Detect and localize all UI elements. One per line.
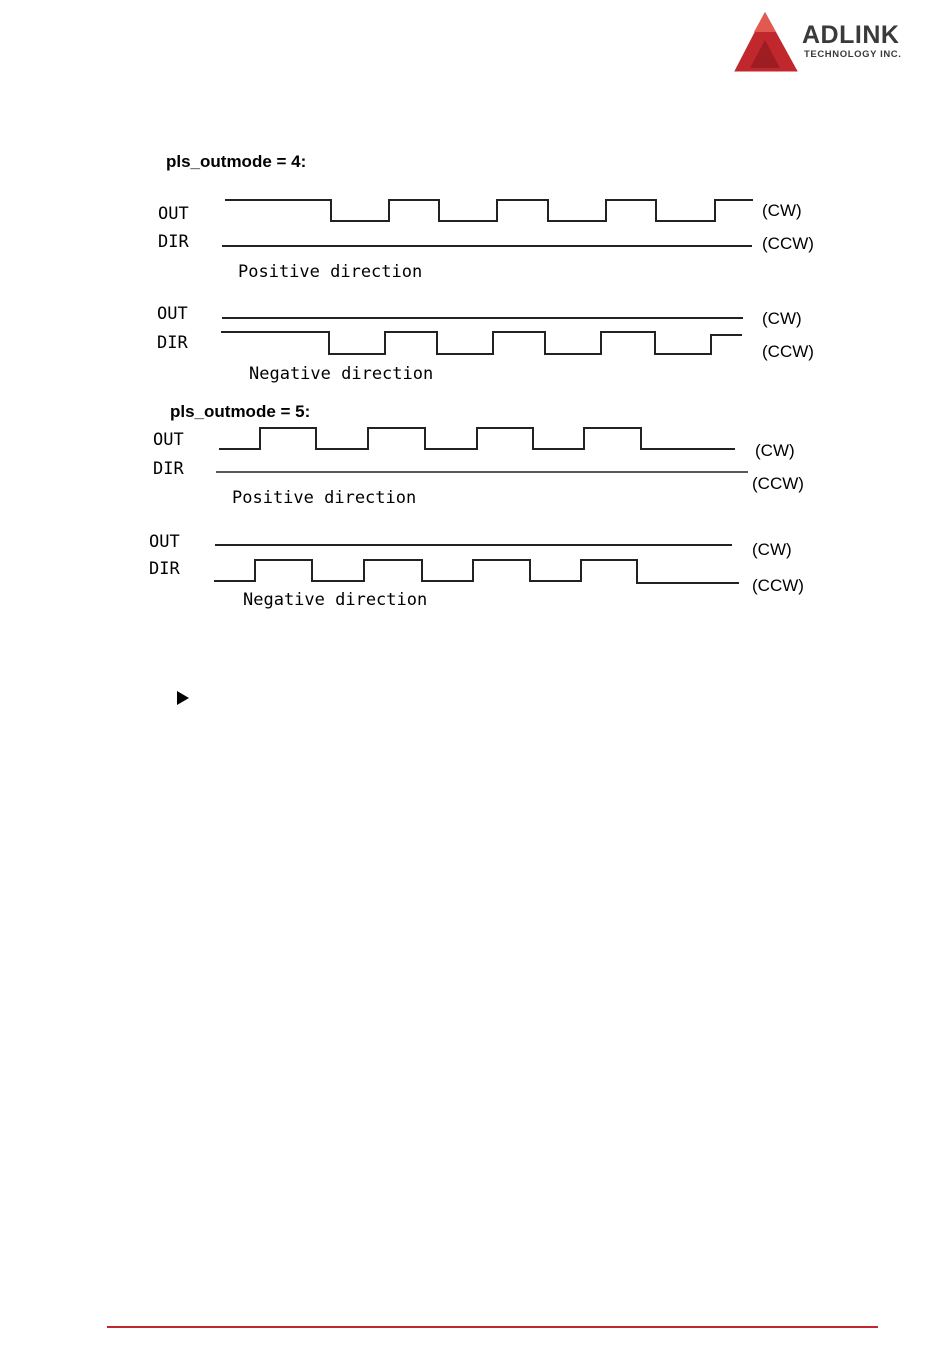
mode4-neg-dir-waveform [221,332,742,354]
mode4-pos-out-label: OUT [158,204,189,224]
mode5-pos-ccw-label: (CCW) [752,474,804,493]
mode4-title: pls_outmode = 4: [166,152,307,171]
mode5-pos-caption: Positive direction [232,488,417,508]
logo-name: ADLINK [802,21,900,49]
mode5-neg-dir-label: DIR [149,559,180,579]
mode5-neg-cw-label: (CW) [752,540,792,559]
mode4-neg-caption: Negative direction [249,364,434,384]
mode4-pos-out-waveform [225,200,753,221]
mode4-neg-ccw-label: (CCW) [762,342,814,361]
triangle-right-icon [177,691,189,705]
timing-diagram [0,0,950,640]
mode5-title: pls_outmode = 5: [170,402,311,421]
footer-divider [107,1326,878,1328]
logo-subtitle: TECHNOLOGY INC. [804,49,902,60]
mode5-neg-dir-waveform [214,560,739,583]
mode5-neg-out-label: OUT [149,532,180,552]
mode4-pos-ccw-label: (CCW) [762,234,814,253]
mode4-pos-cw-label: (CW) [762,201,802,220]
mode5-pos-out-waveform [219,428,735,449]
mode4-neg-dir-label: DIR [157,333,188,353]
mode5-neg-caption: Negative direction [243,590,428,610]
mode4-pos-dir-label: DIR [158,232,189,252]
mode5-pos-dir-label: DIR [153,459,184,479]
mode5-neg-ccw-label: (CCW) [752,576,804,595]
mode4-neg-cw-label: (CW) [762,309,802,328]
mode5-pos-out-label: OUT [153,430,184,450]
mode4-neg-out-label: OUT [157,304,188,324]
mode5-pos-cw-label: (CW) [755,441,795,460]
mode4-pos-caption: Positive direction [238,262,423,282]
